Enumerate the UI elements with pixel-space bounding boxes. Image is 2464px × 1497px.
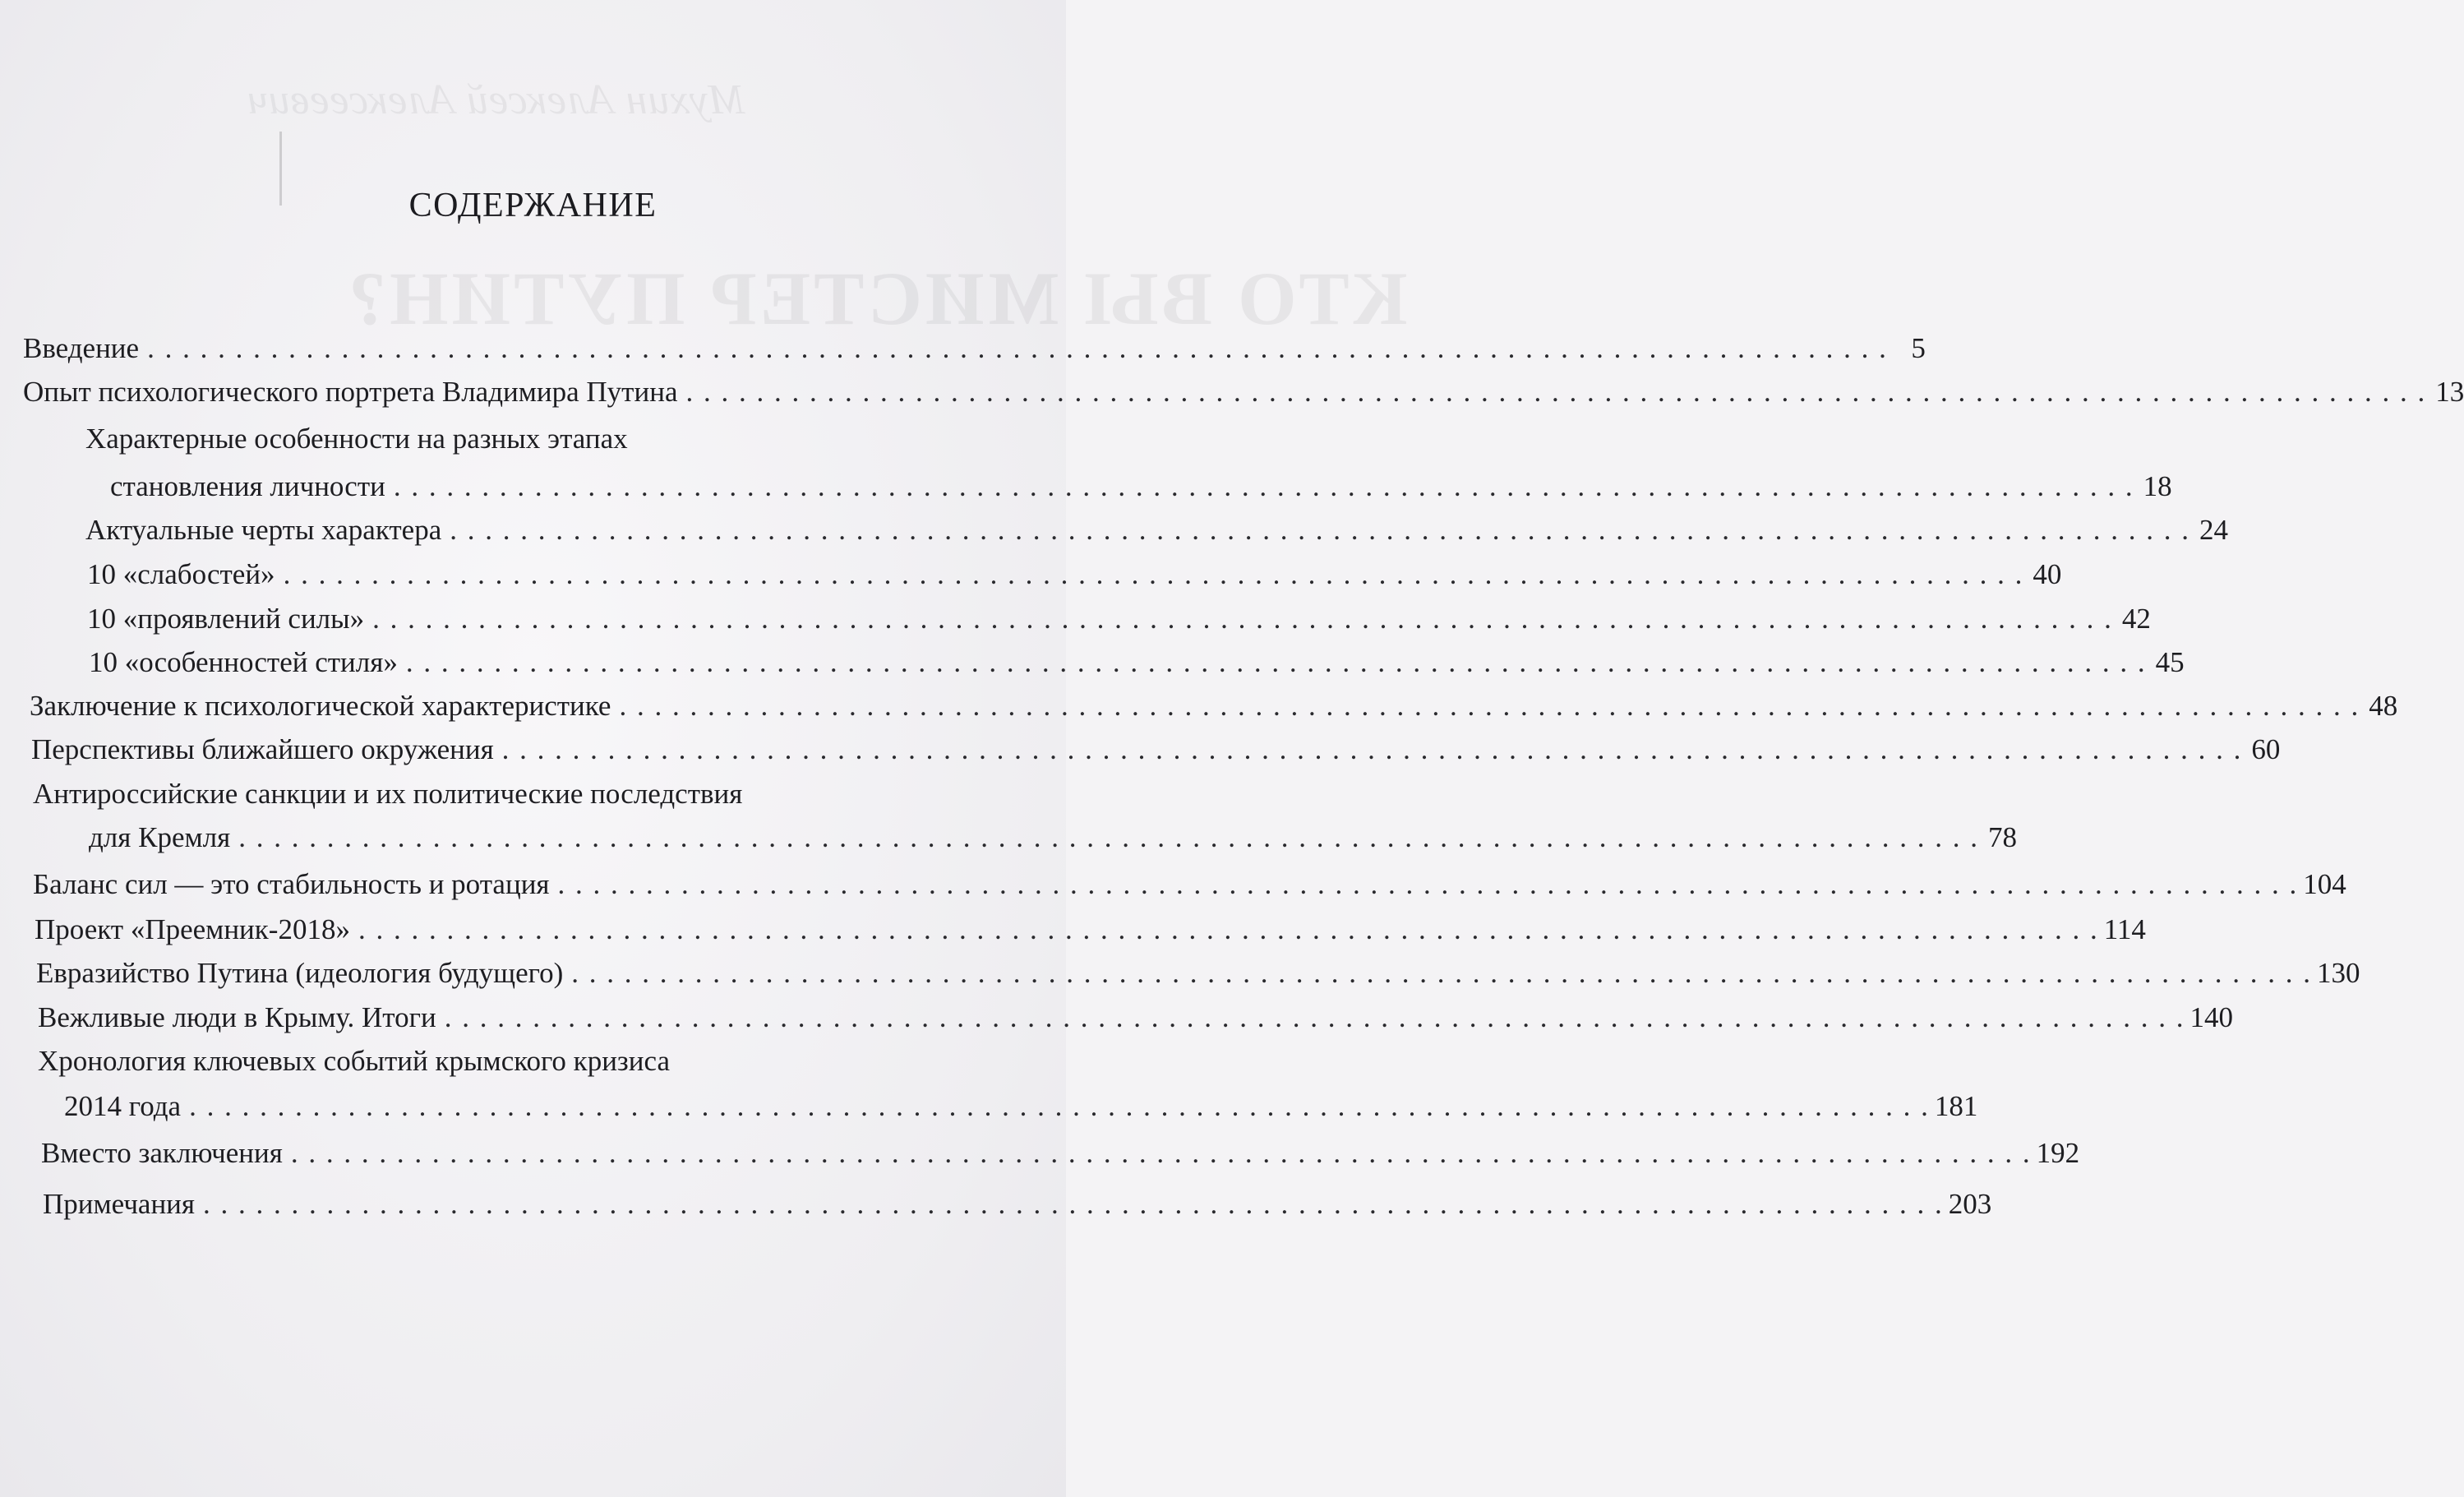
toc-entry	[89, 646, 2185, 679]
toc-entry	[31, 733, 2281, 766]
toc-entry-text-line1: Антироссийские санкции и их политические последствия	[33, 778, 743, 810]
toc-entry-text: становления личности	[110, 470, 385, 502]
toc-entry-page: 78	[1987, 821, 2017, 853]
leader-dots	[189, 1091, 1930, 1123]
toc-entry-text: Вежливые люди в Крыму. Итоги	[38, 1001, 436, 1033]
toc-entry-text: 2014 года	[64, 1090, 182, 1122]
toc-entry	[85, 514, 2228, 547]
toc-entry-page: 24	[2199, 514, 2228, 546]
page-title: СОДЕРЖАНИЕ	[408, 187, 658, 224]
toc-entry	[23, 376, 2464, 409]
toc-entry-text: для Кремля	[89, 821, 231, 853]
leader-dots	[685, 377, 2426, 409]
show-through-author: Мухин Алексей Алексеевич	[247, 76, 745, 123]
toc-entry-text: Опыт психологического портрета Владимира Путина	[23, 376, 678, 408]
toc-entry-text: 10 «слабостей»	[87, 558, 275, 590]
toc-entry	[38, 1001, 2233, 1034]
toc-entry-page: 104	[2303, 868, 2346, 900]
toc-entry	[43, 1188, 1992, 1221]
leader-dots	[291, 1138, 2032, 1170]
leader-dots	[445, 1002, 2185, 1034]
leader-dots	[238, 822, 1979, 854]
leader-dots	[558, 869, 2299, 901]
toc-entry-page: 181	[1934, 1090, 1978, 1122]
toc-entry	[64, 1090, 1978, 1123]
toc-entry	[41, 1137, 2080, 1170]
toc-entry-text-line1: Характерные особенности на разных этапах	[85, 423, 628, 455]
toc-entry	[87, 558, 2062, 591]
toc-entry-text: Введение	[23, 332, 140, 364]
leader-dots	[571, 958, 2312, 990]
toc-entry-page: 60	[2251, 733, 2281, 765]
toc-entry-text: Актуальные черты характера	[85, 514, 442, 546]
toc-entry-text: Вместо заключения	[41, 1137, 283, 1169]
toc-entry-page: 203	[1948, 1188, 1992, 1220]
leader-dots	[147, 333, 1888, 365]
toc-entry-page: 130	[2317, 957, 2360, 989]
leader-dots	[358, 914, 2099, 946]
toc-entry-page: 42	[2121, 603, 2151, 635]
toc-entry-page: 140	[2189, 1001, 2233, 1033]
toc-entry-text: Евразийство Путина (идеология будущего)	[36, 957, 564, 989]
show-through-title: КТО ВЫ МИСТЕР ПУТИН?	[345, 256, 1408, 340]
toc-entry	[110, 470, 2172, 503]
leader-dots	[372, 603, 2113, 635]
toc-entry-page: 45	[2155, 646, 2185, 678]
toc-entry-page: 48	[2369, 690, 2398, 722]
toc-entry-page: 40	[2033, 558, 2062, 590]
toc-entry	[30, 690, 2398, 723]
leader-dots	[502, 734, 2243, 766]
toc-entry	[35, 913, 2146, 946]
toc-entry-page: 18	[2143, 470, 2172, 502]
toc-entry	[87, 603, 2151, 635]
toc-entry-page: 192	[2036, 1137, 2080, 1169]
toc-entry-text: Заключение к психологической характеристике	[30, 690, 611, 722]
leader-dots	[284, 559, 2024, 591]
toc-entry	[33, 868, 2346, 901]
toc-entry-text: Проект «Преемник-2018»	[35, 913, 350, 945]
leader-dots	[619, 691, 2360, 723]
toc-entry	[36, 957, 2360, 990]
leader-dots	[203, 1189, 1944, 1221]
toc-entry-text: 10 «особенностей стиля»	[89, 646, 398, 678]
toc-entry-text: Примечания	[43, 1188, 196, 1220]
toc-entry-text: 10 «проявлений силы»	[87, 603, 365, 635]
leader-dots	[450, 515, 2190, 547]
toc-entry-page: 5	[1911, 332, 1926, 364]
toc-entry-text: Баланс сил — это стабильность и ротация	[33, 868, 550, 900]
toc-entry-text: Перспективы ближайшего окружения	[31, 733, 494, 765]
toc-entry-text-line1: Хронология ключевых событий крымского кризиса	[38, 1045, 670, 1077]
toc-entry-page: 13	[2435, 376, 2464, 408]
toc-entry	[89, 821, 2017, 854]
leader-dots	[394, 471, 2134, 503]
leader-dots	[406, 647, 2147, 679]
toc-entry	[23, 332, 1926, 365]
toc-entry-page: 114	[2103, 913, 2146, 945]
